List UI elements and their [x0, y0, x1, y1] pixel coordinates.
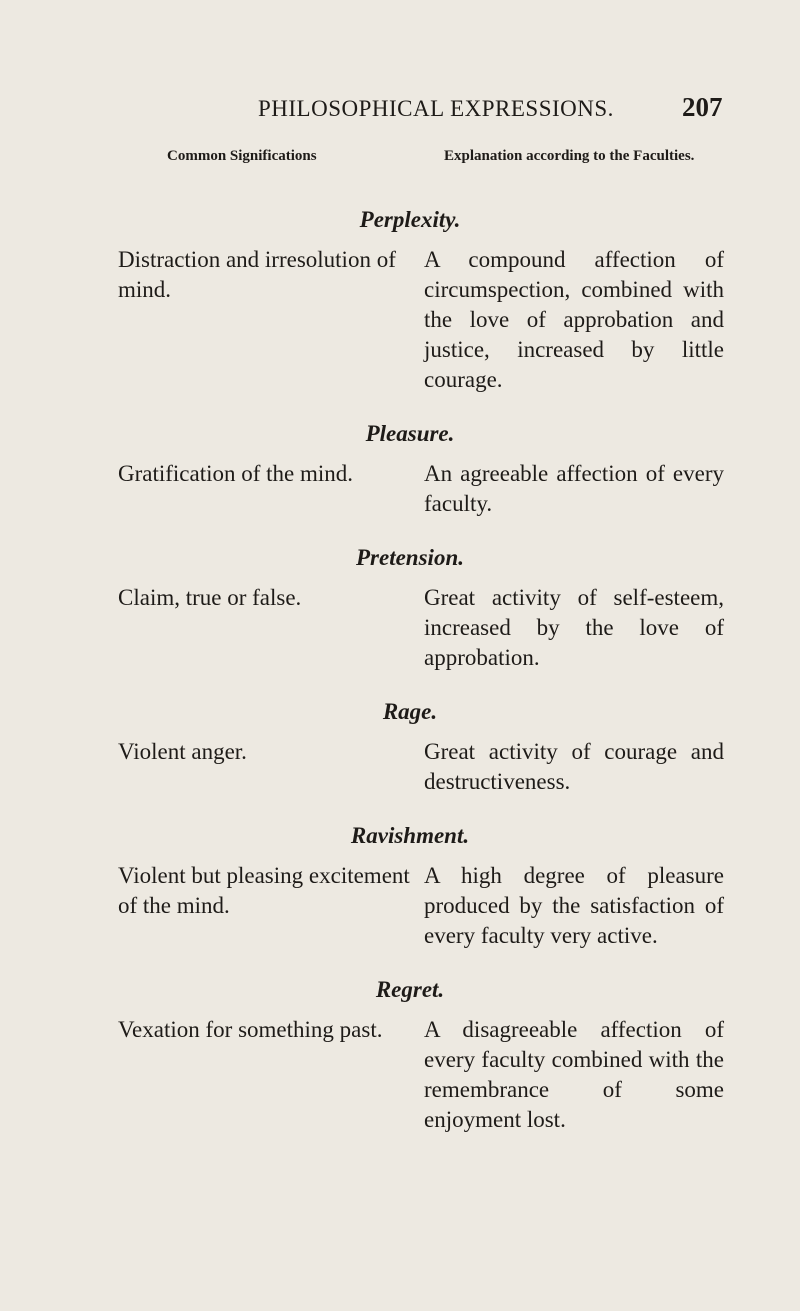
- entry-signification: Claim, true or false.: [118, 585, 302, 610]
- entry-row: [0, 245, 800, 395]
- entry-explanation: Great activity of self-esteem, increased by the love of approbation.: [424, 585, 724, 670]
- entry-regret: [0, 975, 800, 1135]
- entry-explanation: An agreeable affection of every faculty.: [424, 461, 724, 516]
- entry-ravishment: [0, 821, 800, 951]
- entry-explanation: A compound affection of circumspection, combined with the love of approbation and justice, increased by little courage.: [424, 247, 724, 392]
- entry-signification: Vexation for something past.: [118, 1017, 383, 1042]
- entry-signification: Violent anger.: [118, 739, 247, 764]
- entry-term: Perplexity.: [359, 207, 461, 232]
- entry-term: Pleasure.: [365, 421, 455, 446]
- entry-row: [0, 1015, 800, 1135]
- entry-term: Pretension.: [356, 545, 464, 570]
- entry-pleasure: [0, 419, 800, 519]
- column-heading-explanation: Explanation according to the Faculties.: [444, 148, 695, 164]
- entry-row: [0, 583, 800, 673]
- entry-term: Regret.: [375, 977, 445, 1002]
- entry-row: [0, 737, 800, 797]
- entry-signification: Violent but pleasing excitement of the mind.: [118, 863, 410, 918]
- column-heading-significations: Common Significations: [167, 148, 317, 164]
- running-head: PHILOSOPHICAL EXPRESSIONS.: [258, 96, 614, 121]
- entry-signification: Distraction and irresolution of mind.: [118, 247, 396, 302]
- entry-explanation: A disagreeable affection of every faculty combined with the remembrance of some enjoyment lost.: [424, 1017, 724, 1132]
- entry-perplexity: [0, 205, 800, 395]
- entry-signification: Gratification of the mind.: [118, 461, 354, 486]
- entry-row: [0, 861, 800, 951]
- entry-pretension: [0, 543, 800, 673]
- entry-explanation: Great activity of courage and destructiveness.: [424, 739, 724, 794]
- entry-rage: [0, 697, 800, 797]
- entry-term: Ravishment.: [350, 823, 470, 848]
- entry-row: [0, 459, 800, 519]
- entries-list: [0, 205, 800, 1159]
- page-number: 207: [682, 92, 723, 122]
- entry-term: Rage.: [382, 699, 438, 724]
- entry-explanation: A high degree of pleasure produced by the satisfaction of every faculty very active.: [424, 863, 724, 948]
